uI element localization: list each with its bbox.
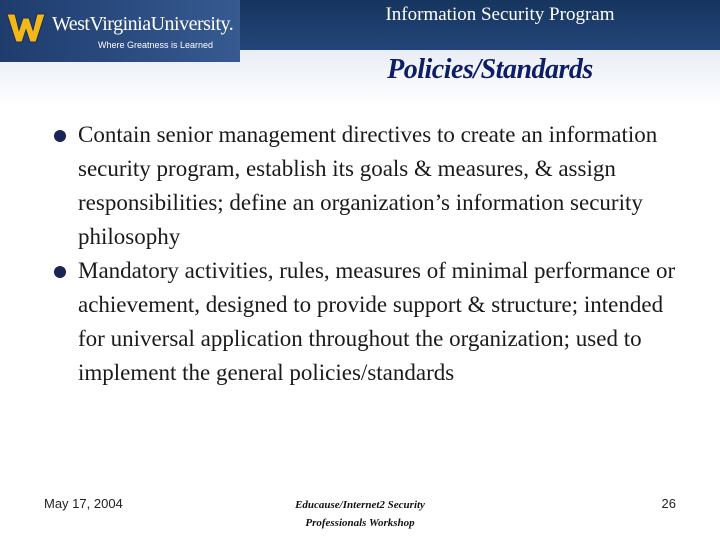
university-logo <box>0 0 240 62</box>
page-number: 26 <box>661 496 676 511</box>
footer-event <box>260 496 460 532</box>
footer-date: May 17, 2004 <box>44 496 123 511</box>
bullet-icon <box>54 266 66 278</box>
bullet-text: Contain senior management directives to create an information security program, establish its goals & measures, & assign responsibilities; define an organization’s information security philosophy <box>78 122 658 249</box>
bullet-text: Mandatory activities, rules, measures of minimal performance or achievement, designed to provide support & structure; intended for universal application throughout the organization; used to implement the general policies/standards <box>78 258 676 385</box>
wv-logo-icon <box>6 10 46 46</box>
footer-event-line1: Educause/Internet2 Security <box>295 499 425 511</box>
footer-event-line2: Professionals Workshop <box>305 517 415 529</box>
slide-title: Policies/Standards <box>387 54 593 85</box>
program-title: Information Security Program <box>385 4 615 25</box>
bullet-item <box>44 254 684 390</box>
university-tagline: Where Greatness is Learned <box>98 40 214 50</box>
bullet-icon <box>54 130 66 142</box>
university-name: WestVirginiaUniversity. <box>52 13 234 35</box>
bullet-list <box>44 118 684 390</box>
bullet-item <box>44 118 684 254</box>
